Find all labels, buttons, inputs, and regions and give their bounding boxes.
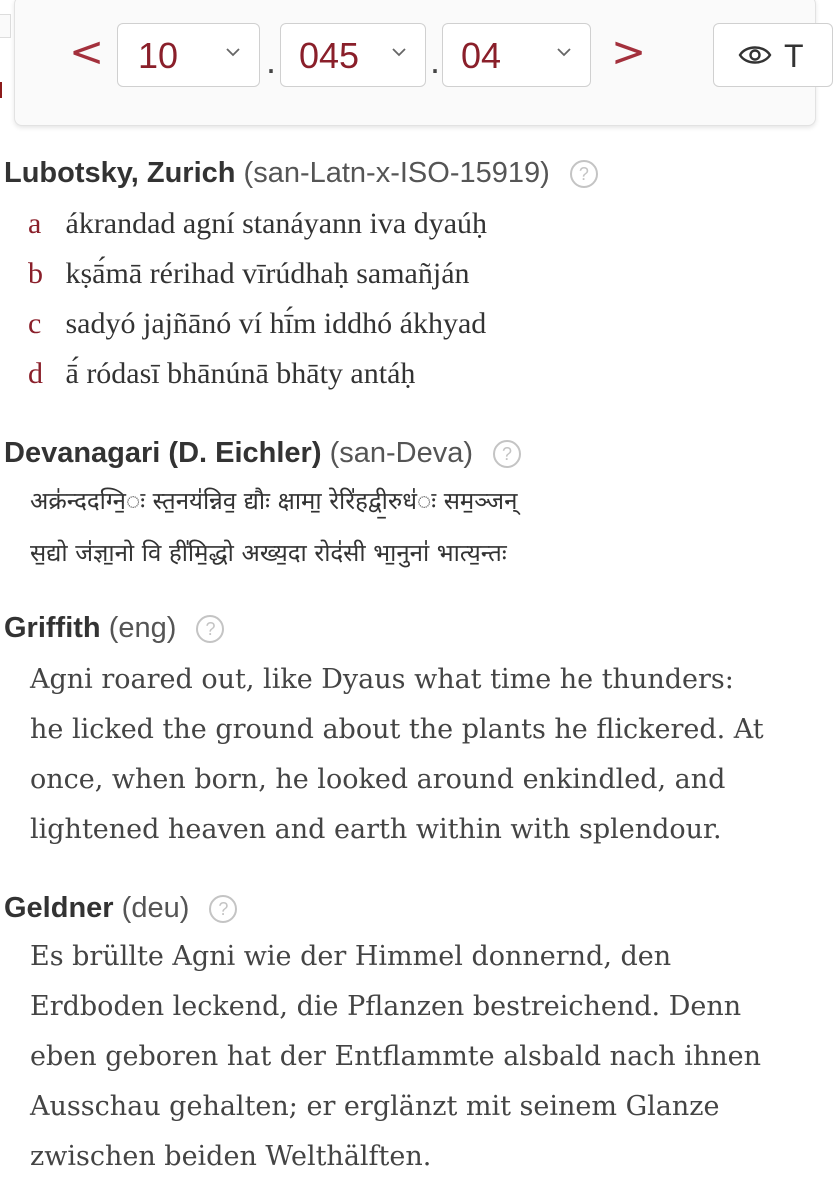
help-icon[interactable]: ? xyxy=(493,440,521,468)
side-marker xyxy=(0,82,2,98)
next-verse-button[interactable] xyxy=(611,27,646,77)
separator-dot: . xyxy=(266,40,277,81)
source-name: Griffith xyxy=(4,612,101,644)
pada-letter: a xyxy=(28,207,42,240)
stanza-value: 04 xyxy=(461,35,502,76)
source-name: Geldner xyxy=(4,892,114,924)
section-heading xyxy=(4,890,237,926)
source-name: Devanagari (D. Eichler) xyxy=(4,437,322,469)
translation-text: Agni roared out, like Dyaus what time he thunders: he licked the ground about the plants he flickered. At once, when born, he looked around enkindled, and lightened heaven and earth within with splendour. xyxy=(30,664,764,845)
book-value: 10 xyxy=(138,35,179,76)
language-code: (san-Latn-x-ISO-15919) xyxy=(243,157,550,189)
previous-verse-button[interactable] xyxy=(69,27,104,77)
chevron-right-icon: > xyxy=(611,27,647,76)
eye-icon xyxy=(738,42,772,68)
translation-text: Es brüllte Agni wie der Himmel donnernd, den Erdboden leckend, die Pflanzen bestreichend. Denn eben geboren hat der Entflammte alsbald nach ihnen Ausschau gehalten; er erglänzt mit seinem Glanze zwischen beiden Welthälften. xyxy=(30,941,762,1172)
devanagari-line: स॒द्यो ज॑ज्ञा॒नो वि ही॑मि॒द्धो अख्य॒दा रोद॑सी भा॒नुना॑ भात्य॒न्तः xyxy=(30,539,507,567)
book-select[interactable] xyxy=(117,23,260,87)
devanagari-line: अक्र॑न्ददग्नि॒ः स्त॒नय॑न्निव॒ द्यौः क्षामा॒ रेरि॑हद्वी॒रुध॑ः सम॒ञ्जन् xyxy=(30,487,518,515)
language-code: (eng) xyxy=(108,612,177,644)
help-icon[interactable]: ? xyxy=(209,895,237,923)
chevron-left-icon: < xyxy=(69,27,105,76)
pada-line xyxy=(28,354,415,394)
help-icon[interactable]: ? xyxy=(196,615,224,643)
source-name: Lubotsky, Zurich xyxy=(4,157,236,189)
section-heading xyxy=(4,610,224,646)
separator-dot: . xyxy=(430,40,441,81)
pada-letter: c xyxy=(28,307,42,340)
language-code: (deu) xyxy=(121,892,190,924)
language-code: (san-Deva) xyxy=(329,437,473,469)
section-heading xyxy=(4,435,521,471)
side-tab xyxy=(0,14,11,38)
chevron-down-icon xyxy=(554,42,574,62)
hymn-value: 045 xyxy=(299,35,360,76)
pada-text: sadyó jajñānó ví hī́m iddhó ákhyad xyxy=(65,307,487,340)
pada-text: kṣā́mā rérihad vīrúdhaḥ samañján xyxy=(65,257,470,290)
section-heading xyxy=(4,155,598,191)
pada-text: ā́ ródasī bhānúnā bhāty antáḥ xyxy=(65,357,416,390)
pada-line xyxy=(28,204,487,244)
chevron-down-icon xyxy=(389,42,409,62)
help-icon[interactable]: ? xyxy=(570,160,598,188)
pada-letter: d xyxy=(28,357,43,390)
chevron-down-icon xyxy=(223,42,243,62)
pada-line xyxy=(28,304,486,344)
verse-navigation-bar xyxy=(14,0,816,126)
view-toggle-button[interactable] xyxy=(713,23,833,87)
view-toggle-label: T xyxy=(784,38,804,74)
stanza-select[interactable] xyxy=(442,23,591,87)
hymn-select[interactable] xyxy=(280,23,426,87)
pada-text: ákrandad agní stanáyann iva dyaúḥ xyxy=(65,207,488,240)
pada-letter: b xyxy=(28,257,43,290)
pada-line xyxy=(28,254,470,294)
